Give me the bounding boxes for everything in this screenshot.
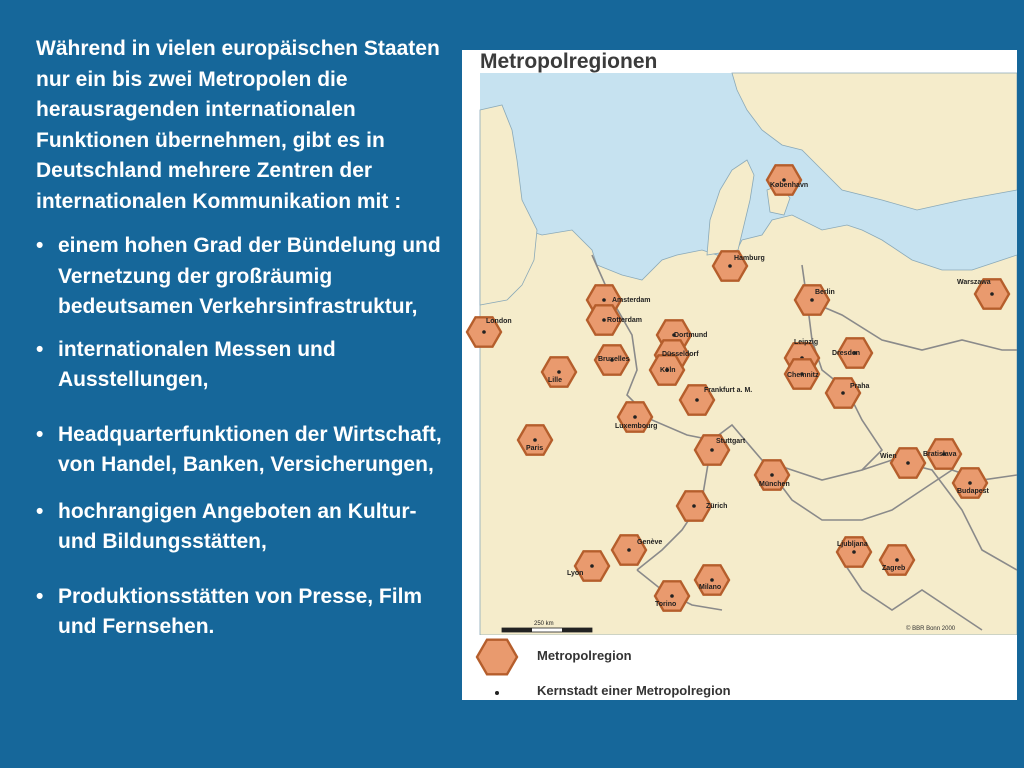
city-label: Bratislava [923, 451, 957, 458]
core-city-dot [710, 578, 714, 582]
map-svg [462, 50, 1017, 700]
bullet-marker: • [36, 234, 44, 257]
city-label: Wien [880, 453, 897, 460]
city-label: Düsseldorf [662, 351, 699, 358]
bullet-item [36, 420, 456, 481]
city-label: Zürich [706, 503, 728, 510]
intro-paragraph: Während in vielen europäischen Staaten nur ein bis zwei Metropolen die herausragenden internationalen Funktionen übernehmen, gibt es in Deutschland mehrere Zentren der internationalen Kommunikation mit : [36, 37, 440, 213]
bullet-marker: • [36, 584, 44, 608]
slide-text [36, 34, 456, 643]
legend-core-dot-icon [495, 691, 499, 695]
city-label: Genève [637, 539, 663, 546]
city-label: Frankfurt a. M. [704, 387, 753, 394]
core-city-dot [633, 415, 637, 419]
city-label: Praha [850, 383, 870, 390]
core-city-dot [670, 594, 674, 598]
bullet-item [36, 335, 456, 396]
map-credit: © BBR Bonn 2000 [906, 626, 956, 632]
core-city-dot [590, 564, 594, 568]
bullet-text: einem hohen Grad der Bündelung und Vernetzung der großräumig bedeutsamen Verkehrsinfrastruktur, [58, 234, 441, 318]
core-city-dot [770, 473, 774, 477]
city-label: Ljubljana [837, 541, 868, 548]
core-city-dot [557, 370, 561, 374]
legend-region-label: Metropolregion [537, 648, 632, 663]
bullet-marker: • [36, 337, 44, 361]
bullet-text: Headquarterfunktionen der Wirtschaft, von Handel, Banken, Versicherungen, [58, 422, 442, 476]
bullet-list [36, 231, 456, 643]
city-label: Berlin [815, 289, 835, 296]
land-continent [480, 215, 1017, 635]
bullet-item [36, 582, 456, 643]
city-label: Paris [526, 445, 544, 452]
core-city-dot [602, 318, 606, 322]
city-label: Luxembourg [615, 423, 658, 430]
city-label: Warszawa [957, 279, 991, 286]
city-label: Bruxelles [598, 356, 630, 363]
bullet-text: hochrangigen Angeboten an Kultur- und Bildungsstätten, [58, 499, 417, 553]
core-city-dot [895, 558, 899, 562]
city-label: Dortmund [674, 332, 708, 339]
core-city-dot [810, 298, 814, 302]
city-label: Köln [660, 367, 676, 374]
city-label: Lyon [567, 570, 584, 577]
city-label: Lille [548, 377, 563, 384]
map-figure [462, 50, 1017, 700]
city-label: München [759, 481, 790, 488]
city-label: Zagreb [882, 565, 906, 572]
bullet-marker: • [36, 499, 44, 523]
city-label: London [486, 318, 512, 325]
core-city-dot [627, 548, 631, 552]
city-label: Milano [699, 584, 722, 591]
core-city-dot [710, 448, 714, 452]
city-label: Rotterdam [607, 317, 643, 324]
city-label: Budapest [957, 488, 989, 495]
core-city-dot [692, 504, 696, 508]
core-city-dot [695, 398, 699, 402]
city-label: København [770, 182, 809, 189]
bullet-item [36, 231, 456, 323]
city-label: Leipzig [794, 339, 819, 346]
core-city-dot [482, 330, 486, 334]
city-label: Dresden [832, 350, 861, 357]
core-city-dot [841, 391, 845, 395]
core-city-dot [852, 550, 856, 554]
city-label: Stuttgart [716, 438, 746, 445]
city-label: Hamburg [734, 255, 765, 262]
city-label: Chemnitz [787, 372, 819, 379]
map-title: Metropolregionen [480, 50, 658, 73]
core-city-dot [906, 461, 910, 465]
bullet-text: Produktionsstätten von Presse, Film und Fernsehen. [58, 584, 423, 638]
city-label: Torino [655, 601, 677, 608]
core-city-dot [728, 264, 732, 268]
city-label: Amsterdam [612, 297, 651, 304]
core-city-dot [968, 481, 972, 485]
core-city-dot [533, 438, 537, 442]
core-city-dot [602, 298, 606, 302]
bullet-text: internationalen Messen und Ausstellungen, [58, 337, 336, 391]
bullet-item [36, 497, 456, 558]
scale-label: 250 km [534, 621, 554, 627]
core-city-dot [990, 292, 994, 296]
legend-hex-icon [477, 640, 517, 675]
bullet-marker: • [36, 422, 44, 446]
legend-core-label: Kernstadt einer Metropolregion [537, 683, 731, 698]
